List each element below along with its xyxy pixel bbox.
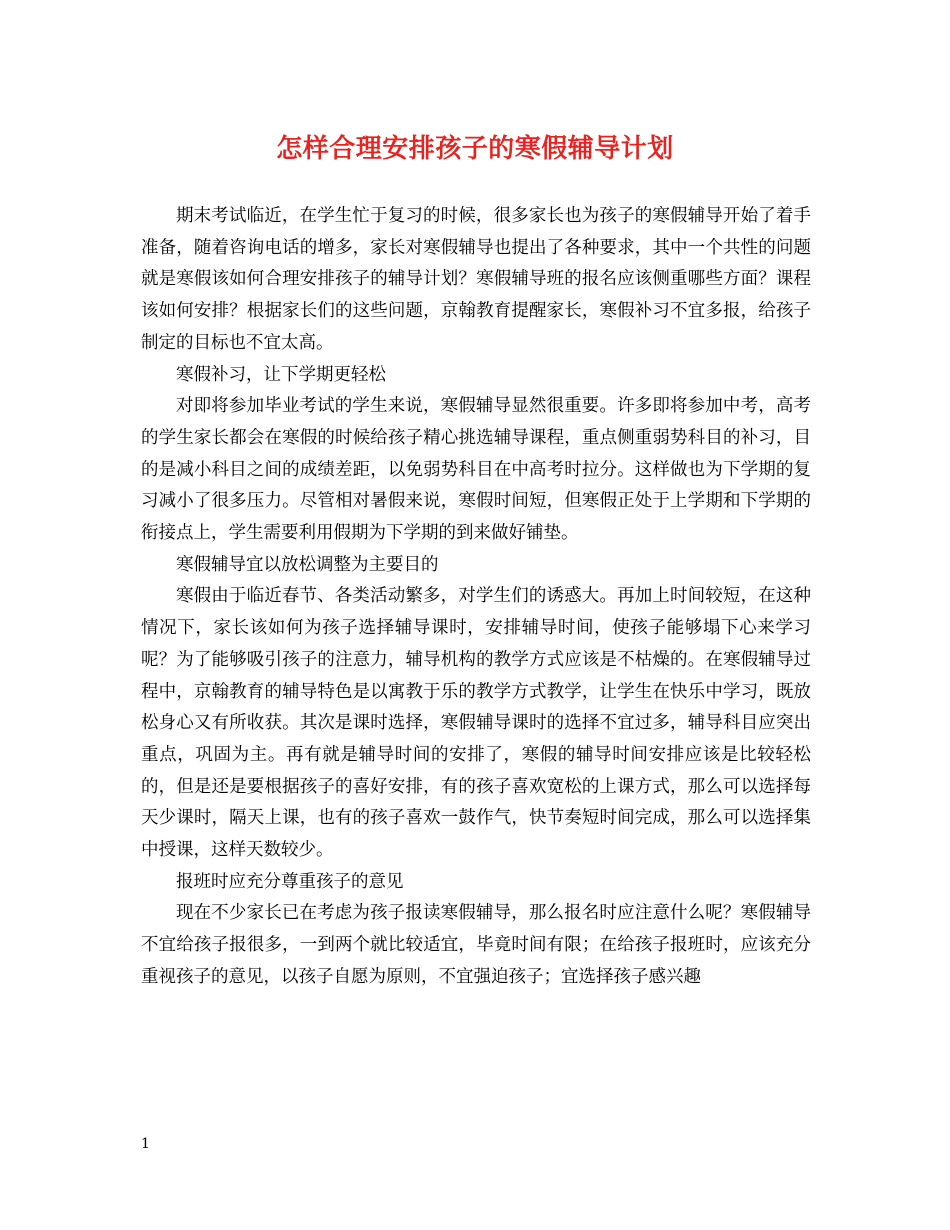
section-heading: 寒假辅导宜以放松调整为主要目的 [176,554,439,575]
paragraph: 对即将参加毕业考试的学生来说，寒假辅导显然很重要。许多即将参加中考，高考的学生家长都会在寒假的时候给孩子精心挑选辅导课程，重点侧重弱势科目的补习，目的是减小科目之间的成绩差距，以免弱势科目在中高考时拉分。这样做也为下学期的复习减小了很多压力。尽管相对暑假来说，寒假时间短，但寒假正处于上学期和下学期的衔接点上，学生需要利用假期为下学期的到来做好铺垫。 [141,396,811,544]
section-heading: 报班时应充分尊重孩子的意见 [176,871,404,892]
paragraph: 寒假由于临近春节、各类活动繁多，对学生们的诱惑大。再加上时间较短，在这种情况下，家长该如何为孩子选择辅导课时，安排辅导时间，使孩子能够塌下心来学习呢？为了能够吸引孩子的注意力，辅导机构的教学方式应该是不枯燥的。在寒假辅导过程中，京翰教育的辅导特色是以寓教于乐的教学方式教学，让学生在快乐中学习，既放松身心又有所收获。其次是课时选择，寒假辅导课时的选择不宜过多，辅导科目应突出重点，巩固为主。再有就是辅导时间的安排了，寒假的辅导时间安排应该是比较轻松的，但是还是要根据孩子的喜好安排，有的孩子喜欢宽松的上课方式，那么可以选择每天少课时，隔天上课，也有的孩子喜欢一鼓作气，快节奏短时间完成，那么可以选择集中授课，这样天数较少。 [141,586,811,861]
page-number: 1 [141,1136,150,1152]
paragraph: 现在不少家长已在考虑为孩子报读寒假辅导，那么报名时应注意什么呢？寒假辅导不宜给孩子报很多，一到两个就比较适宜，毕竟时间有限；在给孩子报班时，应该充分重视孩子的意见，以孩子自愿为原则，不宜强迫孩子；宜选择孩子感兴趣 [141,903,811,987]
section-heading: 寒假补习，让下学期更轻松 [176,364,386,385]
document-title: 怎样合理安排孩子的寒假辅导计划 [276,134,674,164]
document-body [141,201,811,994]
paragraph: 期末考试临近，在学生忙于复习的时候，很多家长也为孩子的寒假辅导开始了着手准备，随着咨询电话的增多，家长对寒假辅导也提出了各种要求，其中一个共性的问题就是寒假该如何合理安排孩子的辅导计划？寒假辅导班的报名应该侧重哪些方面？课程该如何安排？根据家长们的这些问题，京翰教育提醒家长，寒假补习不宜多报，给孩子制定的目标也不宜太高。 [141,206,811,353]
